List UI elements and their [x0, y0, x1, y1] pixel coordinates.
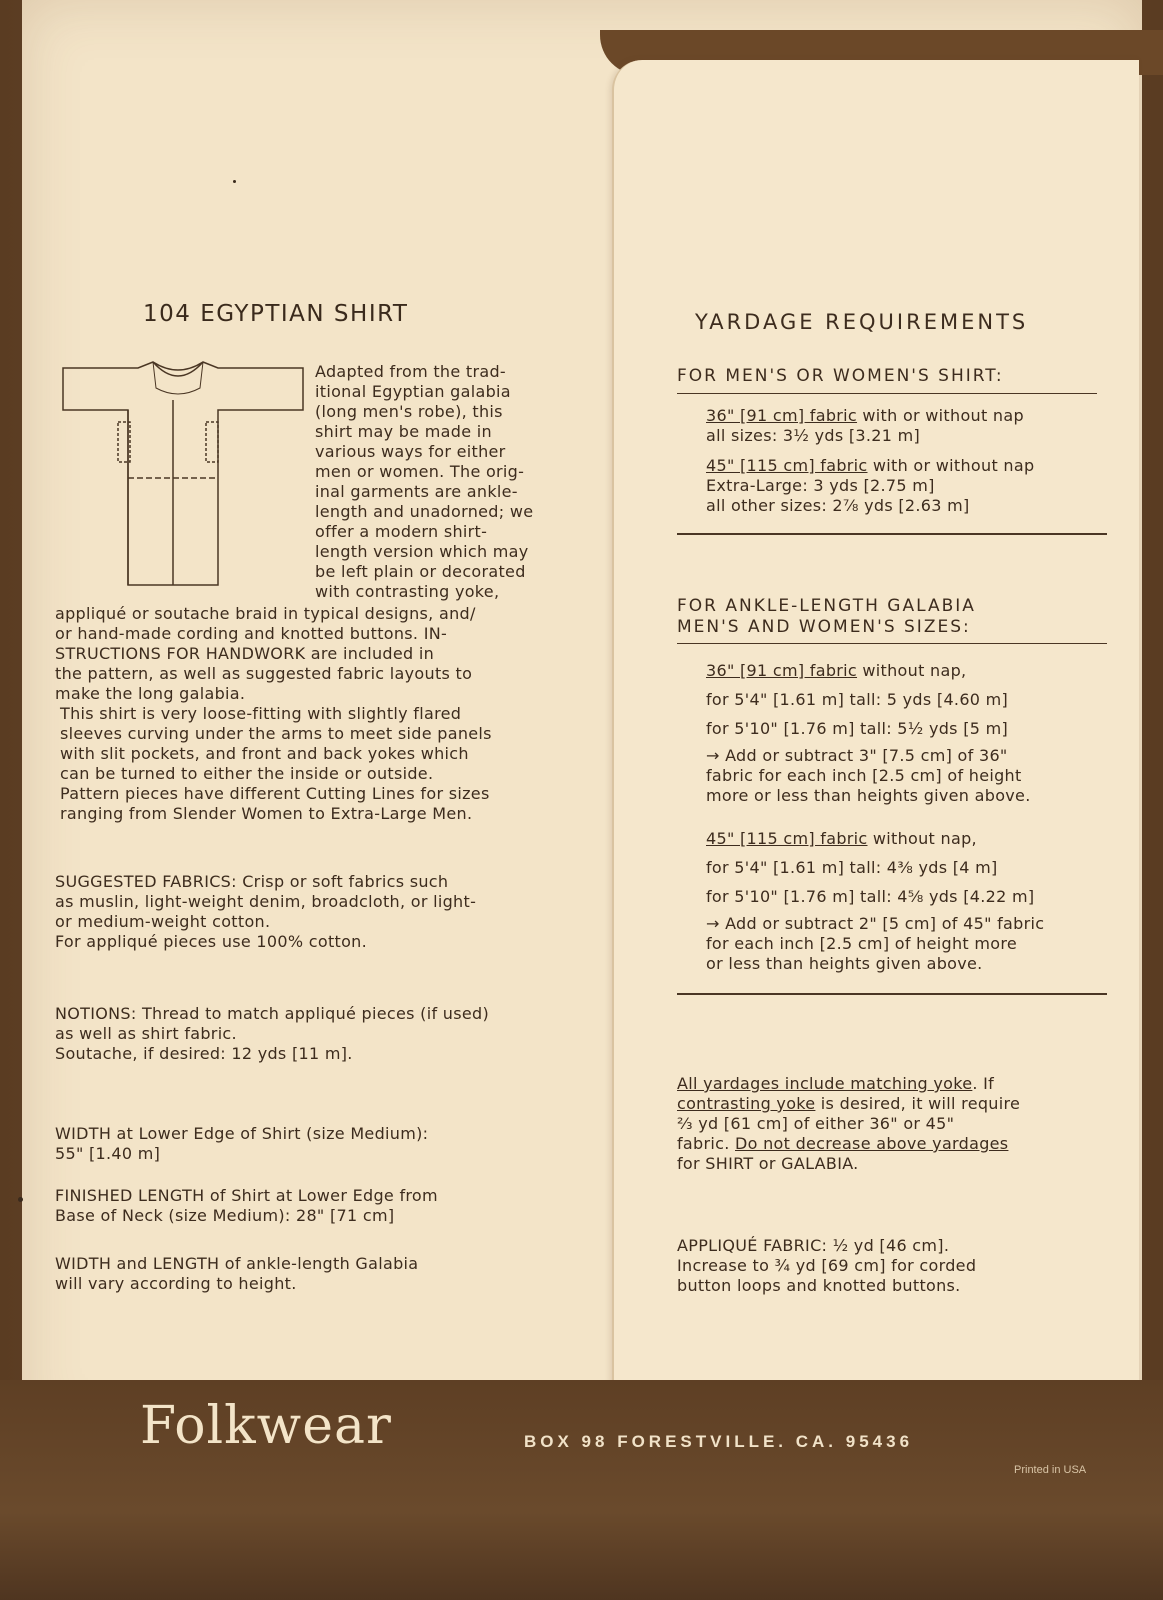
- yardage-detail: without nap, for 5'4" [1.61 m] tall: 5 yds [4.60 m] for 5'10" [1.76 m] tall: 5½ yds [5 m]: [706, 661, 1009, 738]
- galabia-note-text: WIDTH and LENGTH of ankle-length Galabia will vary according to height.: [55, 1254, 419, 1293]
- adjust-36in-note: → Add or subtract 3" [7.5 cm] of 36" fabric for each inch [2.5 cm] of height more or less than heights given above.: [706, 746, 1031, 805]
- suggested-fabrics-text: SUGGESTED FABRICS: Crisp or soft fabrics such as muslin, light-weight denim, broadcloth, or light- or medium-weight cotton. For appliqué pieces use 100% cotton.: [55, 872, 477, 951]
- yardage-title: YARDAGE REQUIREMENTS: [695, 310, 1029, 334]
- applique-fabric-text: APPLIQUÉ FABRIC: ½ yd [46 cm]. Increase to ¾ yd [69 cm] for corded button loops and knotted buttons.: [677, 1236, 977, 1295]
- yoke-note-part: . If: [972, 1074, 995, 1093]
- divider: [677, 643, 1107, 644]
- yoke-note-part: contrasting yoke: [677, 1094, 816, 1113]
- pattern-title: 104 EGYPTIAN SHIRT: [143, 301, 409, 327]
- shirt-45in-yardage: [706, 456, 1136, 516]
- printed-in-label: Printed in USA: [1014, 1464, 1087, 1476]
- galabia-45in-yardage: [706, 824, 1136, 911]
- yoke-note-part: is desired, it will require ⅔ yd [61 cm] of either 36" or 45" fabric.: [677, 1094, 1021, 1153]
- fabric-width-label: 45" [115 cm] fabric: [706, 456, 868, 475]
- yoke-note-part: All yardages include matching yoke: [677, 1074, 973, 1093]
- shirt-sketch-illustration: [58, 360, 308, 590]
- brand-logo: Folkwear: [140, 1396, 392, 1456]
- width-text: WIDTH at Lower Edge of Shirt (size Medium): 55" [1.40 m]: [55, 1124, 429, 1163]
- yoke-note-part: for SHIRT or GALABIA.: [677, 1154, 859, 1173]
- brand-address: BOX 98 FORESTVILLE. CA. 95436: [524, 1432, 914, 1451]
- ink-dot: [233, 180, 236, 183]
- yardage-detail: without nap, for 5'4" [1.61 m] tall: 4⅜ yds [4 m] for 5'10" [1.76 m] tall: 4⅝ yds [4.22 m]: [706, 829, 1035, 906]
- intro-text: Adapted from the trad- itional Egyptian galabia (long men's robe), this shirt may be made in various ways for either men or women. The orig- inal garments are ankle- length and unadorned; we offer a modern shirt- length version which may be left plain or decorated with contrasting yoke,: [315, 362, 534, 601]
- yoke-note-part: Do not decrease above yardages: [735, 1134, 1009, 1153]
- shirt-36in-yardage: [706, 406, 1136, 446]
- fabric-width-label: 45" [115 cm] fabric: [706, 829, 868, 848]
- yardage-detail: with or without nap all sizes: 3½ yds [3.21 m]: [706, 406, 1024, 445]
- fabric-width-label: 36" [91 cm] fabric: [706, 406, 858, 425]
- divider: [677, 393, 1097, 394]
- intro-continued-text: appliqué or soutache braid in typical designs, and/ or hand-made cording and knotted buttons. IN- STRUCTIONS FOR HANDWORK are included in the pattern, as well as suggested fabric layouts to make the long galabia.: [55, 604, 476, 703]
- finished-length-text: FINISHED LENGTH of Shirt at Lower Edge from Base of Neck (size Medium): 28" [71 cm]: [55, 1186, 438, 1225]
- yoke-note: [677, 1074, 1117, 1174]
- adjust-45in-note: → Add or subtract 2" [5 cm] of 45" fabric for each inch [2.5 cm] of height more or less than heights given above.: [706, 914, 1045, 973]
- divider: [677, 993, 1107, 995]
- fabric-width-label: 36" [91 cm] fabric: [706, 661, 858, 680]
- ink-dot: [18, 1197, 23, 1202]
- divider: [677, 533, 1107, 535]
- galabia-36in-yardage: [706, 656, 1136, 743]
- notions-text: NOTIONS: Thread to match appliqué pieces (if used) as well as shirt fabric. Soutache, if desired: 12 yds [11 m].: [55, 1004, 489, 1063]
- fit-description-text: This shirt is very loose-fitting with slightly flared sleeves curving under the arms to meet side panels with slit pockets, and front and back yokes which can be turned to either the inside or outside. Pattern pieces have different Cutting Lines for sizes ranging from Slender Women to Extra-Large Men.: [60, 704, 492, 823]
- shirt-section-heading: FOR MEN'S OR WOMEN'S SHIRT:: [677, 366, 1004, 386]
- galabia-section-heading: FOR ANKLE-LENGTH GALABIA MEN'S AND WOMEN'S SIZES:: [677, 596, 976, 637]
- yardage-detail: with or without nap Extra-Large: 3 yds [2.75 m] all other sizes: 2⅞ yds [2.63 m]: [706, 456, 1035, 515]
